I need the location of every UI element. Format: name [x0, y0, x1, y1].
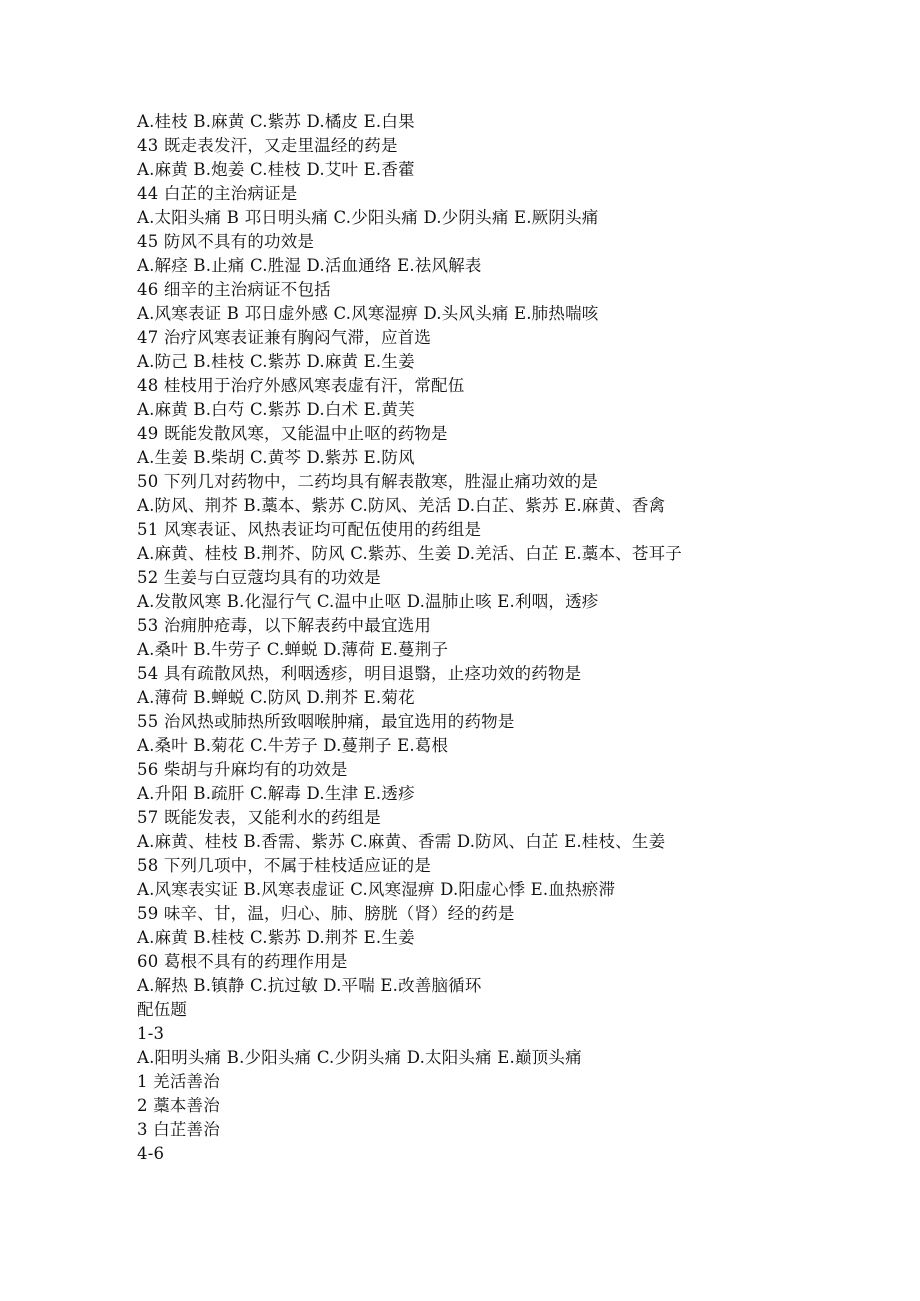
- question-stem: 46 细辛的主治病证不包括: [137, 280, 331, 299]
- answer-options: A.防风、荆芥 B.藁本、紫苏 C.防风、羌活 D.白芷、紫苏 E.麻黄、香禽: [137, 496, 666, 515]
- answer-options: A.生姜 B.柴胡 C.黄芩 D.紫苏 E.防风: [137, 448, 415, 467]
- answer-options: A.阳明头痛 B.少阳头痛 C.少阴头痛 D.太阳头痛 E.巅顶头痛: [137, 1048, 582, 1067]
- question-stem: 55 治风热或肺热所致咽喉肿痛，最宜选用的药物是: [137, 712, 515, 731]
- answer-options: A.防己 B.桂枝 C.紫苏 D.麻黄 E.生姜: [137, 352, 415, 371]
- question-stem: 45 防风不具有的功效是: [137, 232, 315, 251]
- question-stem: 53 治痈肿疮毒，以下解表药中最宜选用: [137, 616, 432, 635]
- question-stem: 51 风寒表证、风热表证均可配伍使用的药组是: [137, 520, 482, 539]
- text-line: A.桂枝 B.麻黄 C.紫苏 D.橘皮 E.白果: [137, 112, 415, 131]
- answer-options: A.桑叶 B.牛劳子 C.蝉蜕 D.薄荷 E.蔓荆子: [137, 640, 449, 659]
- question-stem: 43 既走表发汗，又走里温经的药是: [137, 136, 398, 155]
- document-page: [137, 110, 877, 1166]
- answer-options: A.薄荷 B.蝉蜕 C.防风 D.荆芥 E.菊花: [137, 688, 415, 707]
- question-stem: 60 葛根不具有的药理作用是: [137, 952, 348, 971]
- answer-options: A.解痉 B.止痛 C.胜湿 D.活血通络 E.祛风解表: [137, 256, 482, 275]
- group-range: 1-3: [137, 1024, 165, 1043]
- question-stem: 44 白芷的主治病证是: [137, 184, 298, 203]
- answer-options: A.麻黄 B.白芍 C.紫苏 D.白术 E.黄芙: [137, 400, 415, 419]
- question-stem: 56 柴胡与升麻均有的功效是: [137, 760, 348, 779]
- question-stem: 1 羌活善治: [137, 1072, 220, 1091]
- question-stem: 2 藁本善治: [137, 1096, 220, 1115]
- answer-options: A.升阳 B.疏肝 C.解毒 D.生津 E.透疹: [137, 784, 415, 803]
- question-stem: 50 下列几对药物中，二药均具有解表散寒，胜湿止痛功效的是: [137, 472, 599, 491]
- answer-options: A.麻黄、桂枝 B.香需、紫苏 C.麻黄、香需 D.防风、白芷 E.桂枝、生姜: [137, 832, 666, 851]
- question-stem: 48 桂枝用于治疗外感风寒表虚有汗，常配伍: [137, 376, 465, 395]
- answer-options: A.解热 B.镇静 C.抗过敏 D.平喘 E.改善脑循环: [137, 976, 482, 995]
- answer-options: A.麻黄 B.桂枝 C.紫苏 D.荆芥 E.生姜: [137, 928, 415, 947]
- answer-options: A.风寒表证 B 邛日虚外感 C.风寒湿痹 D.头风头痛 E.肺热喘咳: [137, 304, 599, 323]
- question-stem: 52 生姜与白豆蔻均具有的功效是: [137, 568, 381, 587]
- answer-options: A.发散风寒 B.化湿行气 C.温中止呕 D.温肺止咳 E.利咽，透疹: [137, 592, 599, 611]
- question-stem: 49 既能发散风寒，又能温中止呕的药物是: [137, 424, 448, 443]
- question-stem: 57 既能发表，又能利水的药组是: [137, 808, 381, 827]
- answer-options: A.风寒表实证 B.风寒表虚证 C.风寒湿痹 D.阳虚心悸 E.血热瘀滞: [137, 880, 616, 899]
- answer-options: A.麻黄、桂枝 B.荆芥、防风 C.紫苏、生姜 D.羌活、白芷 E.藁本、苍耳子: [137, 544, 682, 563]
- question-stem: 3 白芷善治: [137, 1120, 220, 1139]
- question-stem: 59 味辛、甘，温，归心、肺、膀胱（肾）经的药是: [137, 904, 515, 923]
- section-heading: 配伍题: [137, 1000, 188, 1019]
- question-stem: 54 具有疏散风热，利咽透疹，明目退翳，止痉功效的药物是: [137, 664, 582, 683]
- answer-options: A.麻黄 B.炮姜 C.桂枝 D.艾叶 E.香藿: [137, 160, 415, 179]
- question-stem: 58 下列几项中，不属于桂枝适应证的是: [137, 856, 432, 875]
- answer-options: A.太阳头痛 B 邛日明头痛 C.少阳头痛 D.少阴头痛 E.厥阴头痛: [137, 208, 599, 227]
- answer-options: A.桑叶 B.菊花 C.牛芳子 D.蔓荆子 E.葛根: [137, 736, 449, 755]
- question-stem: 47 治疗风寒表证兼有胸闷气滞，应首选: [137, 328, 432, 347]
- group-range: 4-6: [137, 1144, 165, 1163]
